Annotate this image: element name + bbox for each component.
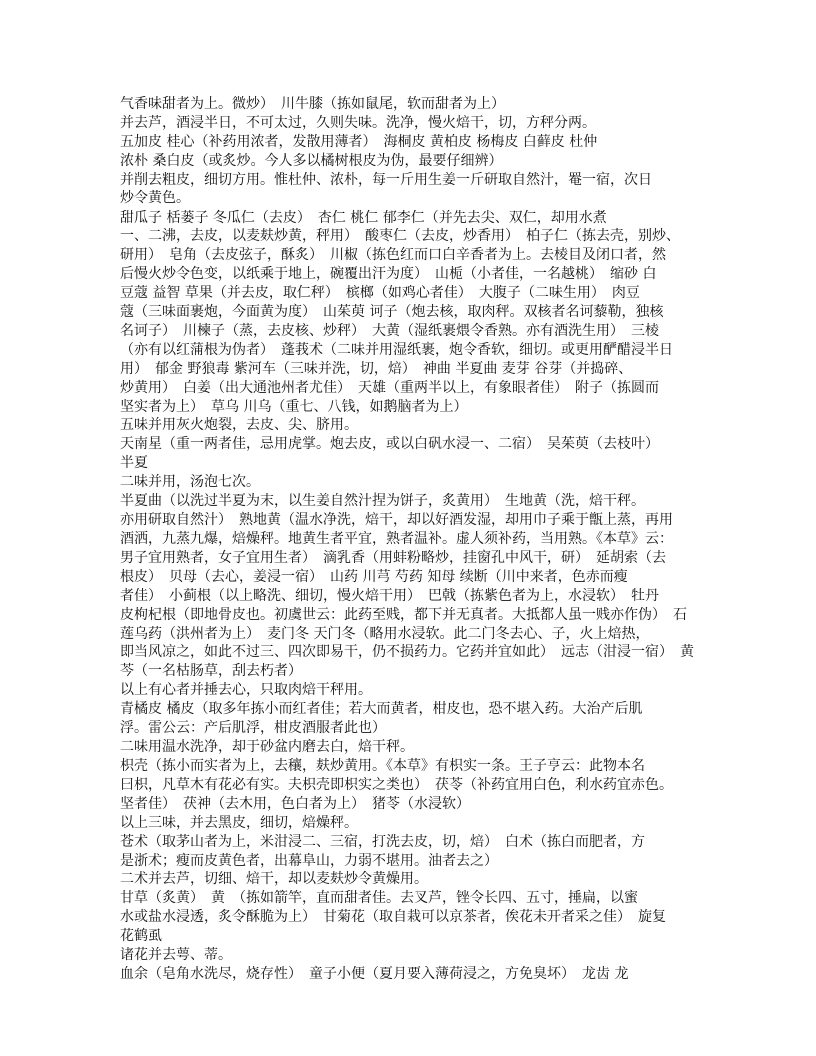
text-line: 即当风凉之，如此不过三、四次即易干，仍不损药力。它药并宜如此） 远志（泔浸一宿） 黄: [120, 644, 694, 660]
text-line: 芩（一名枯肠草，刮去朽者）: [120, 663, 302, 679]
text-line: 酒洒，九蒸九爆，焙燥秤。地黄生者平宜，熟者温补。虚人须补药，当用熟。《本草》云：: [120, 531, 673, 547]
text-line: 五加皮 桂心（补药用浓者，发散用薄者） 海桐皮 黄柏皮 杨梅皮 白藓皮 杜仲: [120, 134, 598, 150]
text-line: 以上有心者并捶去心，只取肉焙干秤用。: [120, 682, 372, 698]
text-line: 水或盐水浸透，炙令酥脆为上） 甘菊花（取自栽可以京茶者，俟花未开者采之佳） 旋复: [120, 909, 666, 925]
text-line: 男子宜用熟者，女子宜用生者） 滴乳香（用蚌粉略炒，挂窗孔中风干，研） 延胡索（去: [120, 550, 666, 566]
text-line: 并去芦，酒浸半日，不可太过，久则失味。洗净，慢火焙干，切，方秤分两。: [120, 115, 596, 131]
text-line: 枳壳（拣小而实者为上，去穰，麸炒黄用。《本草》有枳实一条。王子亨云：此物本名: [120, 758, 645, 774]
text-line: 坚者佳） 茯神（去木用，色白者为上） 猪苓（水浸软）: [120, 796, 470, 812]
text-line: 气香味甜者为上。微炒） 川牛膝（拣如鼠尾，软而甜者为上）: [120, 96, 505, 112]
text-line: 天南星（重一两者佳，忌用虎掌。炮去皮，或以白矾水浸一、二宿） 吴茱萸（去枝叶）: [120, 436, 659, 452]
text-line: 血余（皂角水洗尽，烧存性） 童子小便（夏月要入薄荷浸之，方免臭坏） 龙齿 龙: [120, 966, 629, 982]
text-line: 二味用温水洗净，却于砂盆内磨去白，焙干秤。: [120, 739, 414, 755]
text-line: 花鹤虱: [120, 928, 162, 944]
text-line: 后慢火炒令色变，以纸乘于地上，碗覆出汗为度） 山栀（小者佳，一名越桃） 缩砂 白: [120, 266, 657, 282]
text-line: 青橘皮 橘皮（取多年拣小而红者佳；若大而黄者，柑皮也，恐不堪入药。大治产后肌: [120, 701, 643, 717]
text-line: （亦有以红蒲根为伪者） 蓬莪术（二味并用湿纸裹，炮令香软，细切。或更用酽醋浸半日: [120, 342, 673, 358]
text-line: 甘草（炙黄） 黄 （拣如箭竿，直而甜者佳。去叉芦，锉令长四、五寸，捶扁，以蜜: [120, 890, 638, 906]
text-line: 曰枳，凡草木有花必有实。夫枳壳即枳实之类也） 茯苓（补药宜用白色，利水药宜赤色。: [120, 777, 673, 793]
text-line: 半夏曲（以洗过半夏为末，以生姜自然汁捏为饼子，炙黄用） 生地黄（洗，焙干秤。: [120, 493, 645, 509]
text-line: 炒令黄色。: [120, 190, 190, 206]
text-line: 是浙术；瘦而皮黄色者，出幕阜山，力弱不堪用。油者去之）: [120, 853, 498, 869]
text-line: 莲乌药（洪州者为上） 麦门冬 天门冬（略用水浸软。此二门冬去心、子，火上焙热，: [120, 626, 650, 642]
text-line: 炒黄用） 白姜（出大通池州者尤佳） 天雄（重两半以上，有象眼者佳） 附子（拣圆而: [120, 380, 659, 396]
text-line: 二术并去芦，切细、焙干，却以麦麸炒令黄燥用。: [120, 871, 428, 887]
text-line: 豆蔻 益智 草果（并去皮，取仁秤） 槟榔（如鸡心者佳） 大腹子（二味生用） 肉豆: [120, 285, 640, 301]
text-line: 一、二沸，去皮，以麦麸炒黄，秤用） 酸枣仁（去皮，炒香用） 柏子仁（拣去壳，别炒、: [120, 228, 680, 244]
text-line: 甜瓜子 栝蒌子 冬瓜仁（去皮） 杏仁 桃仁 郁李仁（并先去尖、双仁，却用水煮: [120, 210, 607, 226]
text-line: 二味并用，汤泡七次。: [120, 474, 260, 490]
text-line: 名诃子） 川楝子（蒸，去皮核、炒秤） 大黄（湿纸裹煨令香熟。亦有酒洗生用） 三棱: [120, 323, 659, 339]
text-line: 五味并用灰火炮裂，去皮、尖、脐用。: [120, 417, 358, 433]
text-line: 根皮） 贝母（去心，姜浸一宿） 山药 川芎 芍药 知母 续断（川中来者，色赤而瘦: [120, 569, 628, 585]
text-line: 半夏: [120, 455, 148, 471]
text-line: 苍术（取茅山者为上，米泔浸二、三宿，打洗去皮，切，焙） 白术（拣白而肥者，方: [120, 834, 645, 850]
text-line: 研用） 皂角（去皮弦子，酥炙） 川椒（拣色红而口白辛香者为上。去棱目及闭口者，然: [120, 247, 666, 263]
text-line: 坚实者为上） 草乌 川乌（重七、八钱，如鹅脑者为上）: [120, 399, 468, 415]
text-line: 亦用研取自然汁） 熟地黄（温水净洗，焙干，却以好酒发湿，却用巾子乘于甑上蒸，再用: [120, 512, 673, 528]
text-line: 诸花并去萼、蒂。: [120, 947, 232, 963]
text-line: 并削去粗皮，细切方用。惟杜仲、浓朴，每一斤用生姜一斤研取自然汁，罨一宿，次日: [120, 172, 652, 188]
text-line: 以上三味，并去黑皮，细切，焙燥秤。: [120, 815, 358, 831]
text-line: 用） 郁金 野狼毒 紫河车（三味并洗，切，焙） 神曲 半夏曲 麦芽 谷芽（并捣碎、: [120, 361, 633, 377]
text-line: 浓朴 桑白皮（或炙炒。今人多以橘树根皮为伪，最要仔细辨）: [120, 153, 503, 169]
text-line: 皮枸杞根（即地骨皮也。初虞世云：此药至贱，都下并无真者。大抵都人虽一贱亦作伪） 石: [120, 607, 687, 623]
text-line: 者佳） 小蓟根（以上略洗、细切，慢火焙干用） 巴戟（拣紫色者为上，水浸软） 牡丹: [120, 588, 659, 604]
text-line: 浮。雷公云：产后肌浮，柑皮酒服者此也）: [120, 720, 386, 736]
text-line: 蔻（三味面裹炮，今面黄为度） 山茱萸 诃子（炮去核，取肉秤。双核者名诃藜勒，独核: [120, 304, 664, 320]
